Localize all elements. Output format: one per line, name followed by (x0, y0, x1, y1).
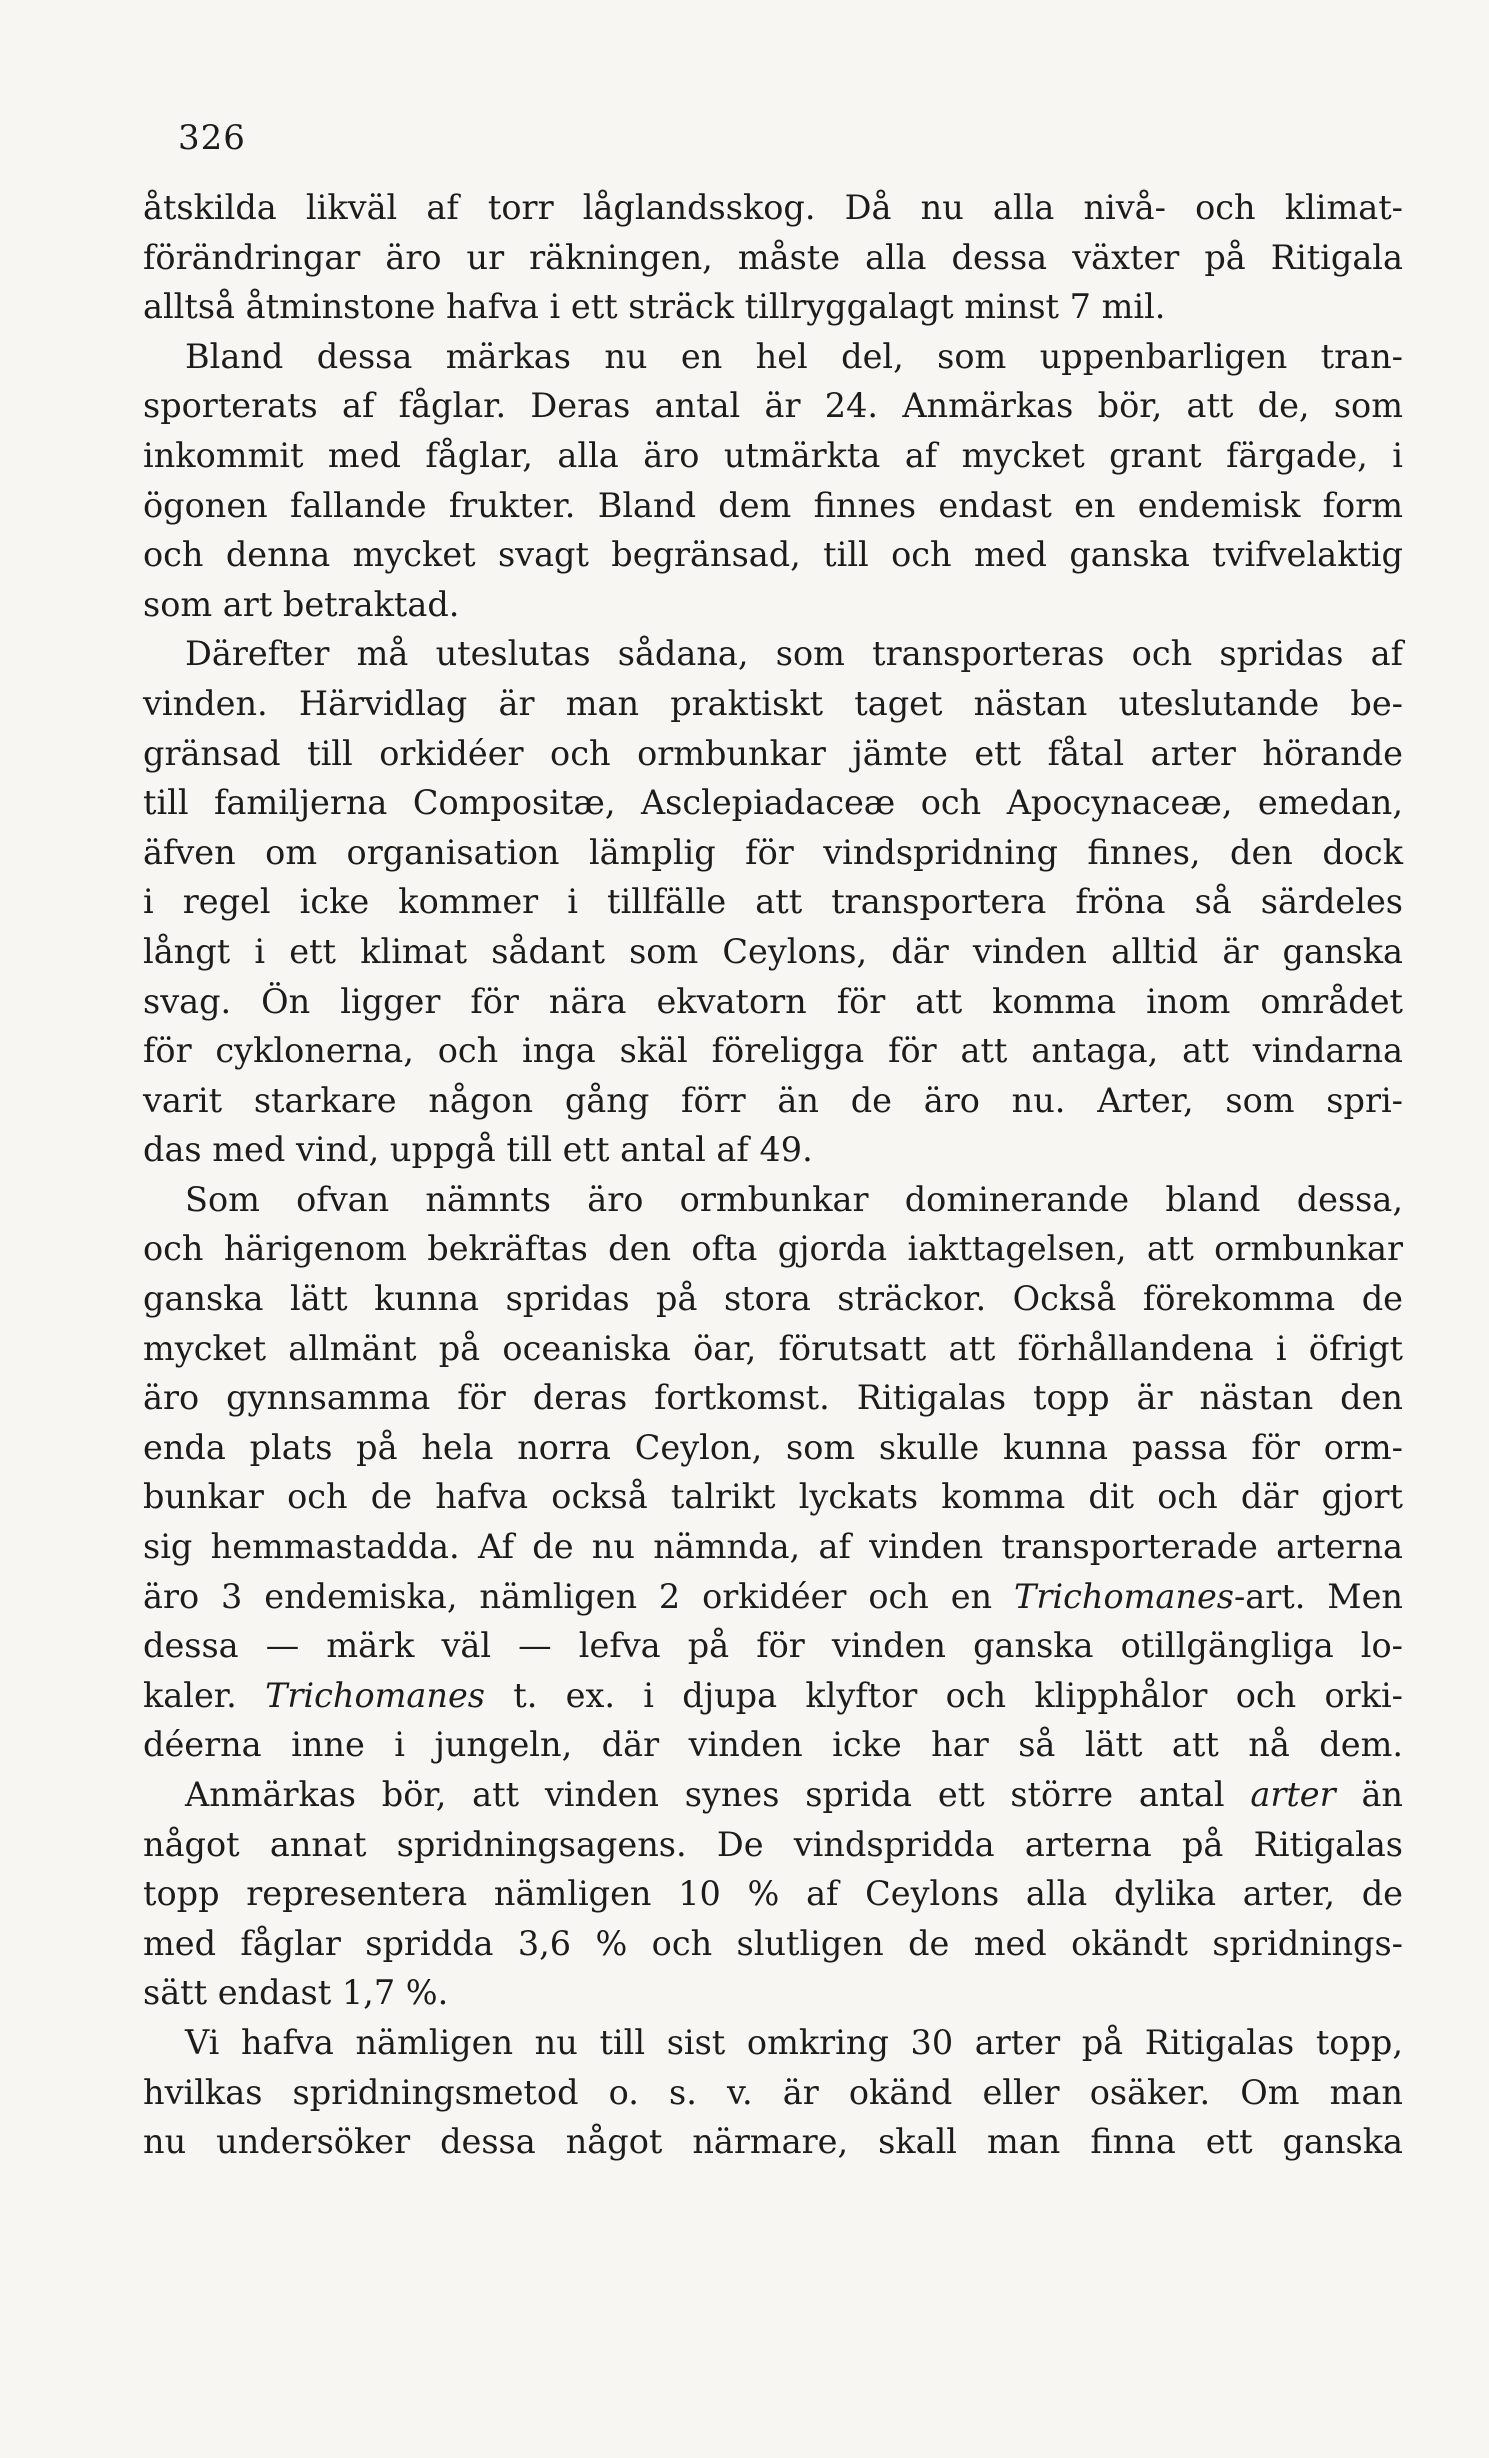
text-line: ögonen fallande frukter. Bland dem finnes endast en endemisk form (143, 485, 1403, 525)
text-line: bunkar och de hafva också talrikt lyckats komma dit och där gjort (143, 1477, 1403, 1517)
text-line: hvilkas spridningsmetod o. s. v. är okänd eller osäker. Om man (143, 2072, 1403, 2112)
italic-species-name: Trichomanes (265, 1675, 485, 1715)
text-line (143, 1671, 1403, 1721)
italic-word: arter (1250, 1775, 1336, 1814)
text-line: Vi hafva nämligen nu till sist omkring 30 arter på Ritigalas topp, (185, 2022, 1403, 2062)
text-line: enda plats på hela norra Ceylon, som skulle kunna passa för orm- (143, 1427, 1403, 1467)
text-line: långt i ett klimat sådant som Ceylons, där vinden alltid är ganska (143, 931, 1403, 971)
text-line: Som ofvan nämnts äro ormbunkar dominerande bland dessa, (185, 1179, 1403, 1219)
text-line: gränsad till orkidéer och ormbunkar jämte ett fåtal arter hörande (143, 733, 1403, 773)
text-line: i regel icke kommer i tillfälle att transportera fröna så särdeles (143, 882, 1403, 922)
text-line: nu undersöker dessa något närmare, skall man finna ett ganska (143, 2122, 1403, 2162)
text-line: inkommit med fåglar, alla äro utmärkta af mycket grant färgade, i (143, 435, 1403, 475)
text-line: och denna mycket svagt begränsad, till och med ganska tvifvelaktig (143, 535, 1403, 575)
text-line (143, 1572, 1403, 1622)
text-line: och härigenom bekräftas den ofta gjorda iakttagelsen, att ormbunkar (143, 1229, 1403, 1269)
text-line: åtskilda likväl af torr låglandsskog. Då nu alla nivå- och klimat- (143, 188, 1403, 227)
text-line: Därefter må uteslutas sådana, som transporteras och spridas af (185, 634, 1403, 674)
text-line: varit starkare någon gång förr än de äro nu. Arter, som spri- (143, 1080, 1403, 1120)
text-segment: än (1335, 1775, 1403, 1814)
text-line: för cyklonerna, och inga skäl föreligga för att antaga, att vindarna (143, 1031, 1403, 1071)
text-line (143, 1770, 1403, 1820)
text-line: något annat spridningsagens. De vindspridda arterna på Ritigalas (143, 1824, 1403, 1864)
text-line: alltså åtminstone hafva i ett sträck tillryggalagt minst 7 mil. (143, 287, 1166, 327)
text-segment: t. ex. i djupa klyftor och klipphålor och orki- (484, 1675, 1403, 1715)
text-segment: äro 3 endemiska, nämligen 2 orkidéer och en (143, 1576, 1015, 1616)
text-line: dessa — märk väl — lefva på för vinden ganska otillgängliga lo- (143, 1626, 1403, 1666)
text-line: mycket allmänt på oceaniska öar, förutsatt att förhållandena i öfrigt (143, 1328, 1403, 1368)
text-line: svag. Ön ligger för nära ekvatorn för att komma inom området (143, 981, 1403, 1021)
text-line: das med vind, uppgå till ett antal af 49. (143, 1130, 813, 1170)
text-segment: Anmärkas bör, att vinden synes sprida ett större antal (185, 1775, 1251, 1814)
text-line: förändringar äro ur räkningen, måste alla dessa växter på Ritigala (143, 237, 1403, 277)
italic-species-name: Trichomanes (1014, 1576, 1234, 1616)
text-line: déerna inne i jungeln, där vinden icke har så lätt att nå dem. (143, 1725, 1403, 1765)
text-line: äfven om organisation lämplig för vindspridning finnes, den dock (143, 832, 1403, 872)
text-line: sätt endast 1,7 %. (143, 1973, 449, 2013)
body-text (143, 183, 1403, 2167)
text-line: som art betraktad. (143, 584, 460, 624)
text-line: till familjerna Compositæ, Asclepiadaceæ och Apocynaceæ, emedan, (143, 783, 1403, 823)
page-number: 326 (178, 118, 246, 158)
text-segment: -art. Men (1233, 1576, 1403, 1616)
text-line: ganska lätt kunna spridas på stora sträckor. Också förekomma de (143, 1279, 1403, 1319)
text-line: vinden. Härvidlag är man praktiskt taget nästan uteslutande be- (143, 683, 1403, 723)
text-line: med fåglar spridda 3,6 % och slutligen de med okändt spridnings- (143, 1923, 1403, 1963)
text-line: sporterats af fåglar. Deras antal är 24. Anmärkas bör, att de, som (143, 386, 1403, 426)
text-line: Bland dessa märkas nu en hel del, som uppenbarligen tran- (185, 336, 1403, 376)
text-line: sig hemmastadda. Af de nu nämnda, af vinden transporterade arterna (143, 1527, 1403, 1567)
text-segment: kaler. (143, 1675, 266, 1715)
text-line: topp representera nämligen 10 % af Ceylons alla dylika arter, de (143, 1874, 1403, 1914)
text-line: äro gynnsamma för deras fortkomst. Ritigalas topp är nästan den (143, 1378, 1403, 1418)
